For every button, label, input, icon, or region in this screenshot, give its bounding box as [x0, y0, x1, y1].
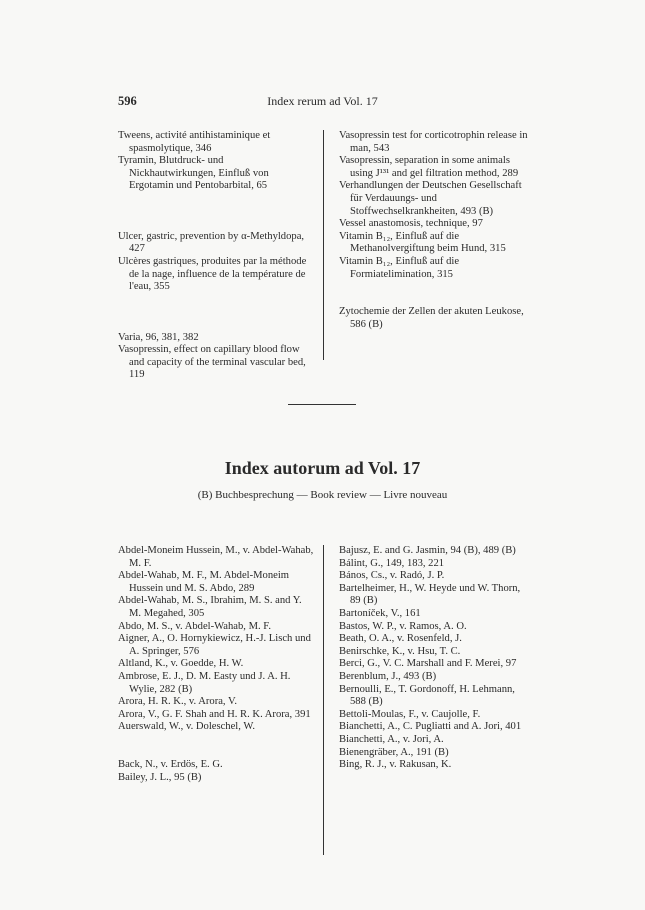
index-entry: Abdo, M. S., v. Abdel-Wahab, M. F.: [118, 620, 271, 632]
index-entry: Bettoli-Moulas, F., v. Caujolle, F.: [339, 708, 481, 720]
index-entry: Abdel-Wahab, M. S., Ibrahim, M. S. and Y. M. Megahed, 305: [118, 595, 302, 619]
index-entry: Beath, O. A., v. Rosenfeld, J.: [339, 633, 462, 645]
entry-spacer: [118, 294, 312, 332]
index-entry: Bartelheimer, H., W. Heyde und W. Thorn, 89 (B): [339, 582, 521, 607]
index-entry: Bálint, G., 149, 183, 221: [339, 557, 445, 569]
index-entry: Berci, G., V. C. Marshall and F. Merei, 97: [339, 658, 517, 670]
index-entry: Bailey, J. L., 95 (B): [118, 771, 202, 783]
autorum-right-column: [339, 545, 531, 772]
index-entry: Bernoulli, E., T. Gordonoff, H. Lehmann, 588 (B): [339, 683, 515, 708]
index-entry: Bános, Cs., v. Radó, J. P.: [339, 570, 445, 582]
index-entry: Varia, 96, 381, 382: [118, 331, 199, 343]
index-entry: Altland, K., v. Goedde, H. W.: [118, 658, 244, 670]
section-subtitle: (B) Buchbesprechung — Book review — Livre nouveau: [197, 489, 448, 501]
index-entry: Arora, V., G. F. Shah and H. R. K. Arora, 391: [118, 708, 311, 720]
index-entry: Benirschke, K., v. Hsu, T. C.: [339, 645, 461, 657]
index-entry: Vitamin B₁₂, Einfluß auf die Formiatelimination, 315: [339, 255, 460, 280]
index-entry: Bianchetti, A., v. Jori, A.: [339, 733, 444, 745]
index-entry: Aigner, A., O. Hornykiewicz, H.-J. Lisch und A. Springer, 576: [118, 633, 311, 657]
index-entry: Ulcer, gastric, prevention by α-Methyldopa, 427: [118, 230, 305, 255]
rerum-left-column: [118, 130, 312, 382]
index-entry: Berenblum, J., 493 (B): [339, 670, 437, 682]
entry-spacer: [118, 193, 312, 231]
index-entry: Vasopressin test for corticotrophin release in man, 543: [339, 130, 528, 154]
column-rule: [323, 545, 324, 855]
index-entry: Verhandlungen der Deutschen Gesellschaft für Verdauungs- und Stoffwechselkrankheiten, 493 (B): [339, 180, 522, 217]
index-entry: Bing, R. J., v. Rakusan, K.: [339, 759, 452, 771]
section-separator: [288, 404, 356, 405]
column-rule: [323, 130, 324, 360]
index-entry: Bastos, W. P., v. Ramos, A. O.: [339, 620, 467, 632]
index-entry: Bartoníček, V., 161: [339, 607, 421, 619]
index-entry: Auerswald, W., v. Doleschel, W.: [118, 721, 256, 733]
index-entry: Bienengräber, A., 191 (B): [339, 746, 449, 758]
index-entry: Vessel anastomosis, technique, 97: [339, 218, 483, 230]
index-entry: Vasopressin, effect on capillary blood flow and capacity of the terminal vascular bed, 119: [118, 344, 306, 381]
index-entry: Abdel-Moneim Hussein, M., v. Abdel-Wahab, M. F.: [118, 545, 314, 569]
index-entry: Bajusz, E. and G. Jasmin, 94 (B), 489 (B): [339, 545, 516, 556]
index-entry: Back, N., v. Erdös, E. G.: [118, 759, 223, 771]
entry-spacer: [118, 734, 314, 759]
page-number: 596: [118, 94, 137, 108]
section-title: Index autorum ad Vol. 17: [224, 458, 421, 478]
index-entry: Tyramin, Blutdruck- und Nickhautwirkungen, Einfluß von Ergotamin und Pentobarbital, 65: [118, 155, 269, 192]
autorum-left-column: [118, 545, 314, 784]
index-entry: Ambrose, E. J., D. M. Easty und J. A. H. Wylie, 282 (B): [118, 670, 291, 695]
entry-spacer: [339, 281, 531, 306]
index-entry: Abdel-Wahab, M. F., M. Abdel-Moneim Hussein und M. S. Abdo, 289: [118, 570, 290, 594]
index-entry: Bianchetti, A., C. Pugliatti and A. Jori, 401: [339, 721, 522, 733]
index-entry: Tweens, activité antihistaminique et spasmolytique, 346: [118, 130, 271, 154]
index-entry: Ulcères gastriques, produites par la méthode de la nage, influence de la température de l'eau, 355: [118, 255, 307, 293]
index-entry: Vitamin B₁₂, Einfluß auf die Methanolvergiftung beim Hund, 315: [339, 230, 506, 255]
running-head: Index rerum ad Vol. 17: [267, 94, 378, 108]
index-entry: Zytochemie der Zellen der akuten Leukose, 586 (B): [339, 306, 524, 330]
rerum-right-column: [339, 130, 531, 332]
index-entry: Vasopressin, separation in some animals using J¹³¹ and gel filtration method, 289: [339, 155, 519, 179]
index-entry: Arora, H. R. K., v. Arora, V.: [118, 696, 237, 708]
